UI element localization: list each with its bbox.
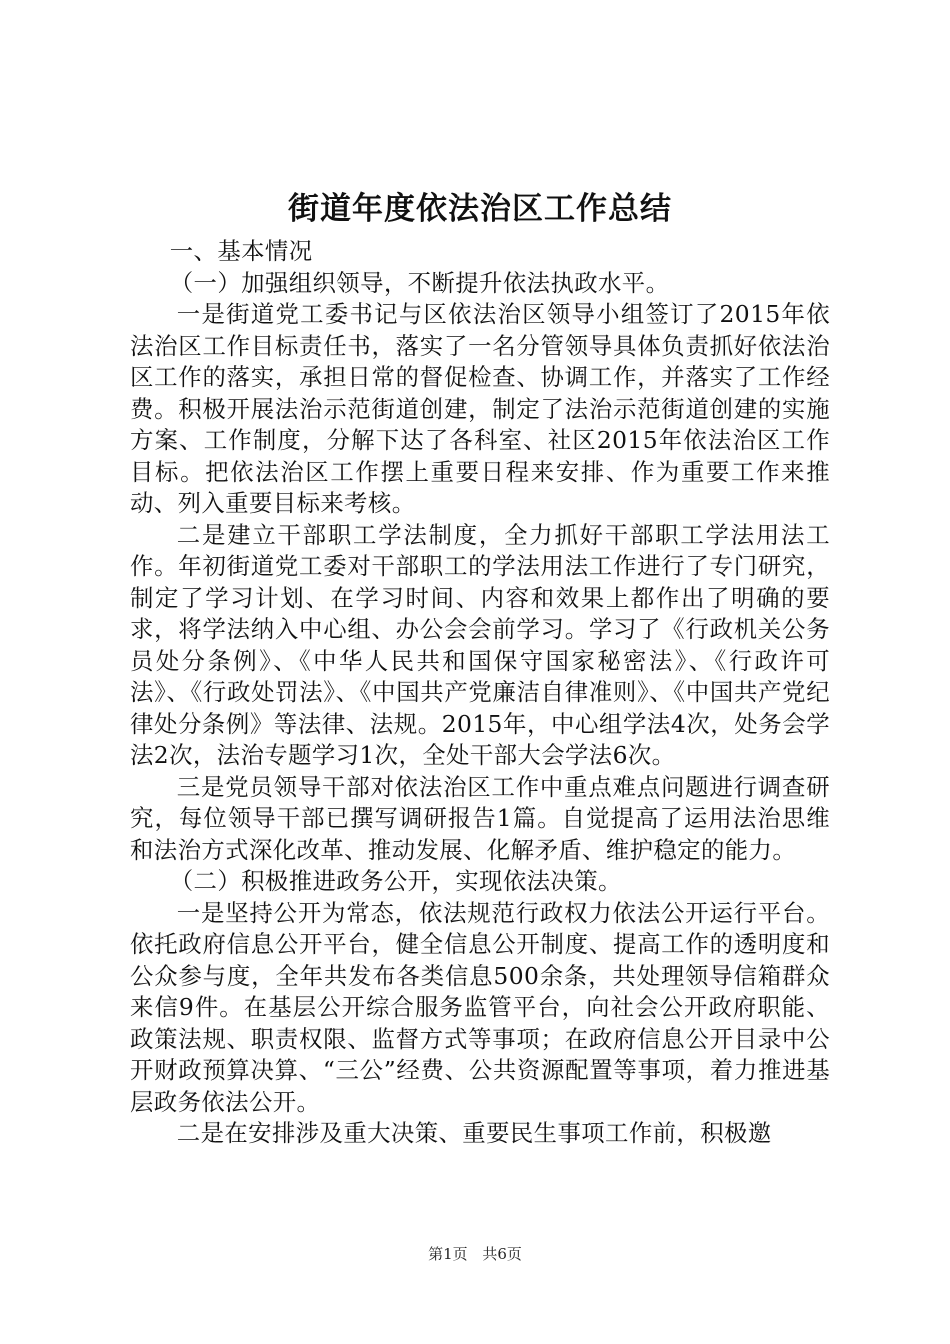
paragraph: 三是党员领导干部对依法治区工作中重点难点问题进行调查研究，每位领导干部已撰写调研报告1篇。自觉提高了运用法治思维和法治方式深化改革、推动发展、化解矛盾、维护稳定的能力。: [130, 772, 830, 864]
subsection-heading-government-affairs: （二）积极推进政务公开，实现依法决策。: [169, 867, 622, 895]
page-footer: [0, 1243, 950, 1264]
document-title: 街道年度依法治区工作总结: [288, 191, 672, 227]
section-heading-basic-situation: 一、基本情况: [169, 237, 313, 265]
paragraph: 一是坚持公开为常态，依法规范行政权力依法公开运行平台。依托政府信息公开平台，健全信息公开制度、提高工作的透明度和公众参与度，全年共发布各类信息500余条，共处理领导信箱群众来信9件。在基层公开综合服务监管平台，向社会公开政府职能、政策法规、职责权限、监督方式等事项；在政府信息公开目录中公开财政预算决算、“三公”经费、公共资源配置等事项，着力推进基层政务依法公开。: [130, 898, 830, 1116]
page-total: 共6页: [482, 1245, 522, 1263]
document-page: [130, 186, 830, 1150]
subsection-heading-organization: （一）加强组织领导，不断提升依法执政水平。: [169, 268, 670, 297]
page-number: 第1页: [428, 1245, 468, 1263]
paragraph: 二是建立干部职工学法制度，全力抓好干部职工学法用法工作。年初街道党工委对干部职工的学法用法工作进行了专门研究，制定了学习计划、在学习时间、内容和效果上都作出了明确的要求，将学法纳入中心组、办公会会前学习。学习了《行政机关公务员处分条例》、《中华人民共和国保守国家秘密法》、《行政许可法》、《行政处罚法》、《中国共产党廉洁自律准则》、《中国共产党纪律处分条例》等法律、法规。2015年，中心组学法4次，处务会学法2次，法治专题学习1次，全处干部大会学法6次。: [130, 520, 830, 769]
paragraph: 一是街道党工委书记与区依法治区领导小组签订了2015年依法治区工作目标责任书，落实了一名分管领导具体负责抓好依法治区工作的落实，承担日常的督促检查、协调工作，并落实了工作经费。积极开展法治示范街道创建，制定了法治示范街道创建的实施方案、工作制度，分解下达了各科室、社区2015年依法治区工作目标。把依法治区工作摆上重要日程来安排、作为重要工作来推动、列入重要目标来考核。: [130, 300, 830, 517]
paragraph: 二是在安排涉及重大决策、重要民生事项工作前，积极邀: [176, 1119, 772, 1147]
